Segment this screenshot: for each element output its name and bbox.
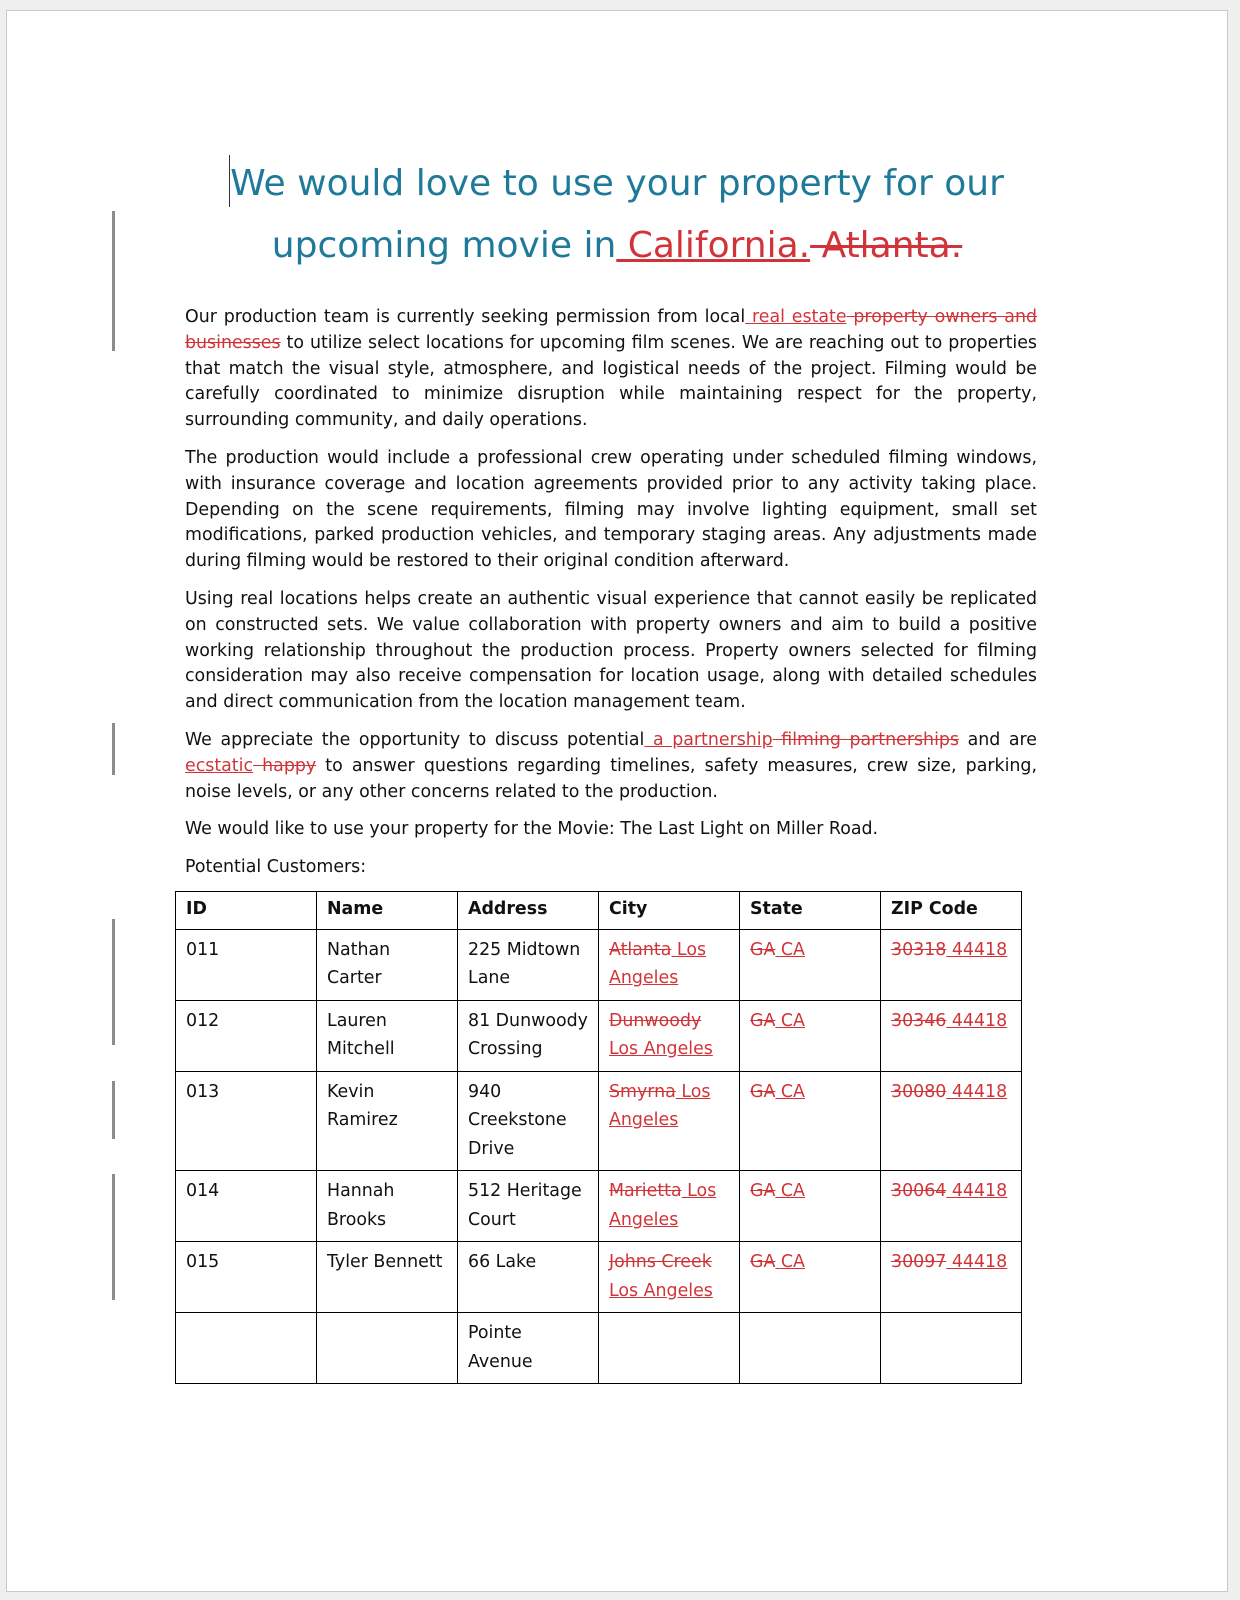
inserted-text: CA	[775, 1081, 805, 1102]
table-row	[176, 1242, 1022, 1313]
cell-city[interactable]	[599, 1071, 740, 1171]
cell-city[interactable]	[599, 929, 740, 1000]
deleted-text: 30318	[891, 939, 947, 960]
inserted-text: CA	[775, 1010, 805, 1031]
cell-state[interactable]	[740, 1171, 881, 1242]
deleted-text: Smyrna	[609, 1081, 676, 1102]
inserted-text: CA	[775, 939, 805, 960]
cell-id[interactable]: 012	[176, 1000, 317, 1071]
header-city: City	[599, 892, 740, 930]
header-state: State	[740, 892, 881, 930]
inserted-text: CA	[775, 1181, 805, 1201]
inserted-text: CA	[775, 1252, 805, 1272]
cell-id[interactable]: 014	[176, 1171, 317, 1242]
table-row	[176, 1171, 1022, 1242]
header-address: Address	[458, 892, 599, 930]
inserted-text: 44418	[946, 939, 1008, 960]
document-title[interactable]	[177, 153, 1057, 277]
paragraph-5: We would like to use your property for the Movie: The Last Light on Miller Road.	[185, 819, 879, 840]
inserted-text: ecstatic	[185, 755, 254, 776]
deleted-text: GA	[750, 939, 776, 960]
paragraph-3: Using real locations helps create an authentic visual experience that cannot easily be replicated on constructed sets. We value collaboration with property owners and aim to build a positive working relationship throughout the production process. Property owners selected for filming consideration may also receive compensation for location usage, along with detailed schedules and direct communication from the location management team.	[185, 588, 1037, 713]
cell-id[interactable]: 011	[176, 929, 317, 1000]
header-id: ID	[176, 892, 317, 930]
inserted-text: real estate	[745, 307, 847, 327]
deleted-text: GA	[750, 1181, 776, 1201]
cell-address[interactable]: 225 Midtown Lane	[458, 929, 599, 1000]
cell-name[interactable]: Nathan Carter	[317, 929, 458, 1000]
cell-city[interactable]	[599, 1242, 740, 1313]
cell-state[interactable]	[740, 929, 881, 1000]
inserted-text: Los Angeles	[609, 939, 707, 988]
cell-zip[interactable]	[881, 929, 1022, 1000]
cell-name[interactable]: Tyler Bennett	[317, 1242, 458, 1313]
cell-address[interactable]: 940 Creekstone Drive	[458, 1071, 599, 1171]
table-row	[176, 929, 1022, 1000]
cell-name[interactable]: Hannah Brooks	[317, 1171, 458, 1242]
cell-id[interactable]	[176, 1313, 317, 1384]
deleted-text: filming partnerships	[772, 729, 960, 750]
inserted-text: California.	[616, 225, 811, 266]
paragraph-text: We appreciate the opportunity to discuss potential	[185, 729, 645, 750]
deleted-text: 30346	[891, 1010, 947, 1031]
deleted-text: Johns Creek	[609, 1252, 712, 1272]
inserted-text: Los Angeles	[609, 1081, 711, 1130]
cell-zip[interactable]	[881, 1071, 1022, 1171]
change-bar	[112, 723, 115, 775]
table-row	[176, 1313, 1022, 1384]
table-row	[176, 1000, 1022, 1071]
paragraph-text: and are	[959, 729, 1038, 750]
inserted-text: Los Angeles	[609, 1280, 713, 1301]
deleted-text: 30097	[891, 1252, 947, 1272]
paragraph-1	[185, 305, 1037, 434]
deleted-text: Atlanta.	[810, 225, 963, 266]
inserted-text: 44418	[946, 1181, 1008, 1201]
inserted-text: Los Angeles	[609, 1039, 713, 1059]
cell-id[interactable]: 013	[176, 1071, 317, 1171]
deleted-text: 30080	[891, 1081, 947, 1102]
cell-name[interactable]	[317, 1313, 458, 1384]
inserted-text: 44418	[946, 1010, 1008, 1031]
cell-zip[interactable]	[881, 1313, 1022, 1384]
inserted-text: 44418	[946, 1252, 1008, 1272]
inserted-text: 44418	[946, 1081, 1008, 1102]
paragraph-4	[185, 728, 1037, 805]
deleted-text: property owners and businesses	[185, 307, 1038, 353]
cell-zip[interactable]	[881, 1000, 1022, 1071]
cell-id[interactable]: 015	[176, 1242, 317, 1313]
title-line1: We would love to use your property for our	[230, 163, 1004, 204]
table-header-row	[176, 892, 1022, 930]
paragraph-text: to utilize select locations for upcoming film scenes. We are reaching out to properties that match the visual style, atmosphere, and logistical needs of the project. Filming would be carefully coordinated to minimize disruption while maintaining respect for the property, surrounding community, and daily operations.	[185, 332, 1037, 431]
cell-zip[interactable]	[881, 1242, 1022, 1313]
cell-address[interactable]: 512 Heritage Court	[458, 1171, 599, 1242]
deleted-text: Marietta	[609, 1181, 682, 1201]
inserted-text: a partnership	[644, 729, 773, 750]
cell-state[interactable]	[740, 1313, 881, 1384]
paragraph-text: to answer questions regarding timelines, safety measures, crew size, parking, noise levels, or any other concerns related to the production.	[185, 755, 1037, 802]
cell-city[interactable]	[599, 1313, 740, 1384]
change-bar	[112, 1174, 115, 1300]
header-zip: ZIP Code	[881, 892, 1022, 930]
deleted-text: 30064	[891, 1181, 947, 1201]
paragraph-2: The production would include a professional crew operating under scheduled filming windows, with insurance coverage and location agreements provided prior to any activity taking place. Depending on the scene requirements, filming may involve lighting equipment, small set modifications, parked production vehicles, and temporary staging areas. Any adjustments made during filming would be restored to their original condition afterward.	[185, 447, 1037, 572]
deleted-text: GA	[750, 1252, 776, 1272]
cell-name[interactable]: Kevin Ramirez	[317, 1071, 458, 1171]
deleted-text: Dunwoody	[609, 1010, 702, 1031]
change-bar	[112, 211, 115, 351]
customers-table[interactable]	[175, 891, 1022, 1384]
change-bar	[112, 1081, 115, 1139]
deleted-text: happy	[253, 755, 317, 776]
cell-state[interactable]	[740, 1242, 881, 1313]
inserted-text: Los Angeles	[609, 1181, 717, 1230]
paragraph-text: Our production team is currently seeking permission from local	[185, 307, 746, 327]
cell-address[interactable]: Pointe Avenue	[458, 1313, 599, 1384]
cell-state[interactable]	[740, 1000, 881, 1071]
cell-name[interactable]: Lauren Mitchell	[317, 1000, 458, 1071]
cell-address[interactable]: 81 Dunwoody Crossing	[458, 1000, 599, 1071]
deleted-text: GA	[750, 1010, 776, 1031]
document-page[interactable]	[6, 10, 1228, 1592]
change-bar	[112, 919, 115, 1045]
cell-address[interactable]: 66 Lake	[458, 1242, 599, 1313]
cell-zip[interactable]	[881, 1171, 1022, 1242]
cell-state[interactable]	[740, 1071, 881, 1171]
cell-city[interactable]	[599, 1000, 740, 1071]
deleted-text: Atlanta	[609, 939, 672, 960]
table-row	[176, 1071, 1022, 1171]
table-caption: Potential Customers:	[185, 857, 367, 878]
title-line2-prefix: upcoming movie in	[271, 225, 617, 266]
header-name: Name	[317, 892, 458, 930]
document-body[interactable]	[185, 305, 1037, 893]
deleted-text: GA	[750, 1081, 776, 1102]
cell-city[interactable]	[599, 1171, 740, 1242]
